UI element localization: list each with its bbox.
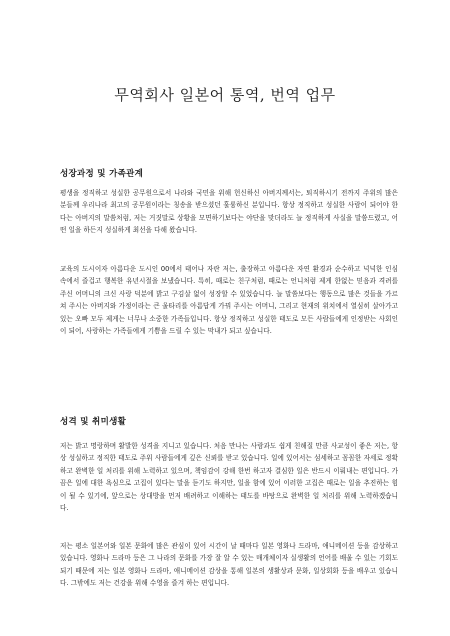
section-heading-personality: 성격 및 취미생활 — [60, 417, 127, 427]
paragraph-personality-1: 저는 밝고 명랑하며 활발한 성격을 지니고 있습니다. 처음 만나는 사람과도 쉽게 친해질 만큼 사교성이 좋은 저는, 항상 성실하고 정직한 태도로 주위 사람들에게 깊은 신뢰를 받고 있습니다. 일에 있어서는 섬세하고 꼼꼼한 자세로 정확하고 완벽한 일 처리를 위해 노력하고 있으며, 책임감이 강해 한번 하고자 결심한 일은 반드시 이뤄내는 편입니다. 가끔은 일에 대한 욕심으로 고집이 있다는 말을 듣기도 하지만, 일을 함에 있어 이러한 고집은 때로는 일을 추진하는 힘이 될 수 있기에, 앞으로는 상대방을 먼저 배려하고 이해하는 태도를 바탕으로 완벽한 일 처리를 위해 노력하겠습니다. — [60, 442, 398, 513]
document-title: 무역회사 일본어 통역, 번역 업무 — [114, 86, 336, 105]
paragraph-personality-2: 저는 평소 일본어와 일본 문화에 많은 관심이 있어 시간이 날 때마다 일본 영화나 드라마, 애니메이션 등을 감상하고 있습니다. 영화나 드라마 등은 그 나라의 문화를 가장 잘 알 수 있는 매개체이자 실생활의 언어를 배울 수 있는 기회도 되기 때문에 저는 일본 영화나 드라마, 애니메이션 감상을 통해 일본의 생활상과 문화, 일상회화 등을 배우고 있습니다. 그밖에도 저는 건강을 위해 수영을 즐겨 하는 편입니다. — [60, 542, 398, 588]
paragraph-growth-1: 평생을 정직하고 성실한 공무원으로서 나라와 국민을 위해 헌신하신 아버지께서는, 퇴직하시기 전까지 주위의 많은 분들께 우리나라 최고의 공무원이라는 칭송을 받으셨던 훌륭하신 분입니다. 항상 정직하고 성실한 사람이 되어야 한다는 아버지의 말씀처럼, 저는 거짓말로 상황을 모면하기보다는 야단을 맞더라도 늘 정직하게 사실을 말씀드렸고, 어떤 일을 하든지 성실하게 최선을 다해 왔습니다. — [60, 189, 398, 235]
section-heading-growth: 성장과정 및 가족관계 — [60, 169, 144, 179]
paragraph-growth-2: 교육의 도시이자 아름다운 도시인 00에서 태어나 자란 저는, 출장하고 아름다운 자연 환경과 순수하고 넉넉한 인심 속에서 즐겁고 행복한 유년시절을 보냈습니다. 특히, 때로는 친구처럼, 때로는 언니처럼 제게 한없는 믿음과 격려를 주신 어머니의 크신 사랑 덕분에 밝고 구김살 없이 성장할 수 있었습니다. 늘 말씀보다는 행동으로 많은 것들을 가르쳐 주시는 아버지와 가정이라는 큰 울타리를 아름답게 가꿔 주시는 어머니, 그리고 현재의 위치에서 열심히 살아가고 있는 오빠 모두 제게는 너무나 소중한 가족들입니다. 항상 정직하고 성실한 태도로 모든 사람들에게 인정받는 사회인이 되어, 사랑하는 가족들에게 기쁨을 드릴 수 있는 막내가 되고 싶습니다. — [60, 265, 398, 336]
